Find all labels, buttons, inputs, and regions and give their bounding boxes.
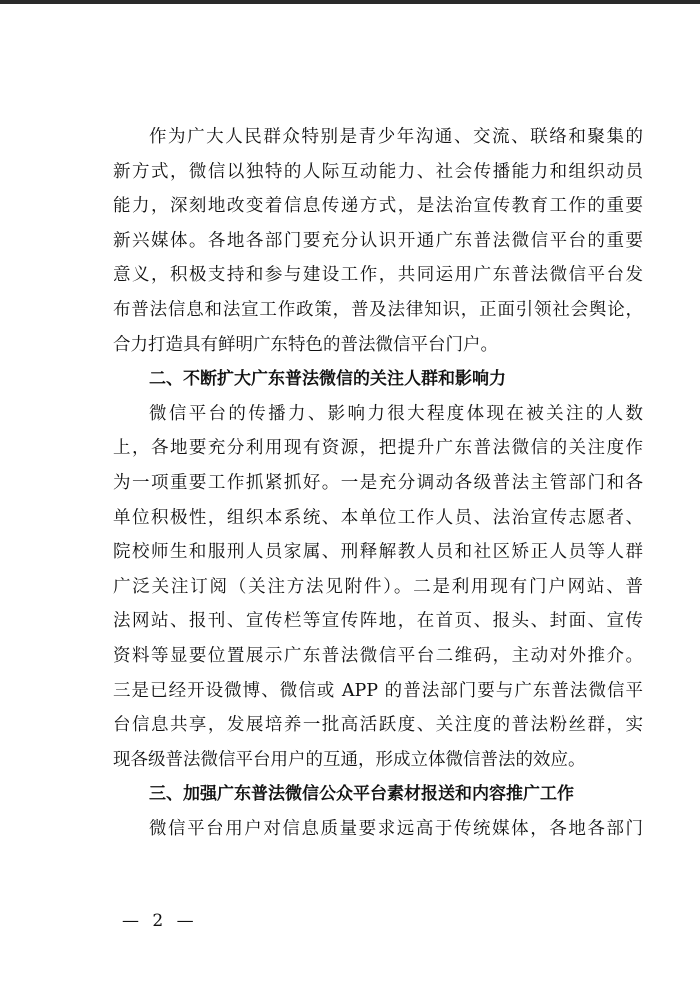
text-line: 能力，深刻地改变着信息传递方式，是法治宣传教育工作的重要 xyxy=(113,196,643,217)
text-line: 为一项重要工作抓紧抓好。一是充分调动各级普法主管部门和各 xyxy=(113,472,643,493)
top-edge-rule xyxy=(0,0,700,4)
text-line: 新兴媒体。各地各部门要充分认识开通广东普法微信平台的重要 xyxy=(113,230,643,251)
paragraph-1 xyxy=(113,120,643,362)
text-line: 单位积极性，组织本系统、本单位工作人员、法治宣传志愿者、 xyxy=(113,507,643,528)
text-line: 法网站、报刊、宣传栏等宣传阵地，在首页、报头、封面、宣传 xyxy=(113,611,643,632)
page-number: — 2 — xyxy=(122,911,198,931)
text-line: 意义，积极支持和参与建设工作，共同运用广东普法微信平台发 xyxy=(113,265,643,286)
section-heading-3: 三、加强广东普法微信公众平台素材报送和内容推广工作 xyxy=(149,784,574,805)
text-line: 院校师生和服刑人员家属、刑释解教人员和社区矫正人员等人群 xyxy=(113,542,643,563)
text-line: 上，各地要充分利用现有资源，把提升广东普法微信的关注度作 xyxy=(113,438,643,459)
section-heading-2: 二、不断扩大广东普法微信的关注人群和影响力 xyxy=(149,369,506,390)
text-line: 广泛关注订阅（关注方法见附件）。二是利用现有门户网站、普 xyxy=(113,576,643,597)
text-line: 新方式，微信以独特的人际互动能力、社会传播能力和组织动员 xyxy=(113,161,643,182)
text-line: 作为广大人民群众特别是青少年沟通、交流、联络和聚集的 xyxy=(149,127,643,147)
text-line: 合力打造具有鲜明广东特色的普法微信平台门户。 xyxy=(113,334,498,355)
text-line: 资料等显要位置展示广东普法微信平台二维码，主动对外推介。 xyxy=(113,645,643,666)
text-line: 微信平台用户对信息质量要求远高于传统媒体，各地各部门 xyxy=(149,818,643,839)
text-line: 微信平台的传播力、影响力很大程度体现在被关注的人数 xyxy=(149,403,643,424)
paragraph-3 xyxy=(113,812,643,847)
text-line: 三是已经开设微博、微信或 APP 的普法部门要与广东普法微信平 xyxy=(113,680,643,701)
paragraph-2 xyxy=(113,397,643,778)
text-line: 现各级普法微信平台用户的互通，形成立体微信普法的效应。 xyxy=(113,749,586,770)
text-line: 布普法信息和法宣工作政策，普及法律知识，正面引领社会舆论， xyxy=(113,299,643,320)
text-line: 台信息共享，发展培养一批高活跃度、关注度的普法粉丝群，实 xyxy=(113,715,643,736)
document-body xyxy=(113,120,643,846)
